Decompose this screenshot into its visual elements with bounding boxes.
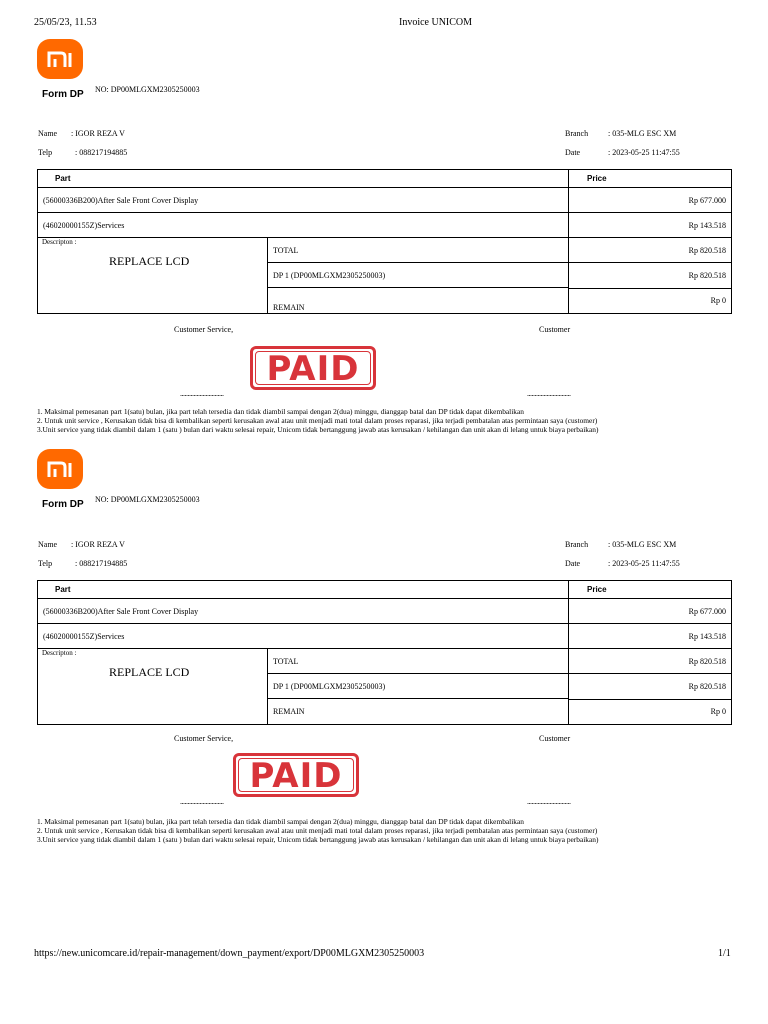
- form-number: NO: DP00MLGXM2305250003: [95, 85, 200, 94]
- xiaomi-logo: [37, 39, 83, 79]
- remain-label: REMAIN: [273, 303, 305, 312]
- description-value: REPLACE LCD: [109, 254, 190, 268]
- date-label: Date: [565, 559, 581, 568]
- paid-stamp-text: PAID: [249, 756, 343, 796]
- form-label: Form DP: [42, 499, 84, 510]
- total-label: TOTAL: [268, 649, 568, 674]
- description-label: Descripton :: [42, 238, 77, 246]
- note-item: 2. Untuk unit service , Kerusakan tidak bisa di kembalikan seperti kerusakan awal atau unit menjadi mati total dalam proses reparasi, jika terjadi pembatalan atas permintaan saya (customer): [37, 826, 598, 835]
- telp-value: : 088217194885: [75, 148, 128, 157]
- cs-signature-line: .............................: [180, 797, 224, 806]
- price-cell: Rp 677.000: [569, 188, 732, 213]
- part-cell: (46020000155Z)Services: [38, 213, 569, 238]
- col-price-header: Price: [569, 170, 732, 188]
- note-item: 1. Maksimal pemesanan part 1(satu) bulan, jika part telah tersedia dan tidak diambil sampai dengan 2(dua) minggu, dianggap batal dan DP tidak dapat dikembalikan: [37, 817, 524, 826]
- xiaomi-logo: [37, 449, 83, 489]
- customer-label: Customer: [539, 734, 571, 743]
- name-label: Name: [38, 540, 58, 549]
- print-datetime: 25/05/23, 11.53: [34, 17, 97, 28]
- price-cell: Rp 143.518: [569, 624, 732, 649]
- form-number: NO: DP00MLGXM2305250003: [95, 495, 200, 504]
- dp-label: DP 1 (DP00MLGXM2305250003): [268, 263, 568, 288]
- total-value: Rp 820.518: [569, 238, 732, 263]
- price-cell: Rp 677.000: [569, 599, 732, 624]
- cs-label: Customer Service,: [174, 325, 234, 334]
- note-item: 3.Unit service yang tidak diambil dalam 1 (satu ) bulan dari waktu selesai repair, Unicom tidak bertanggung jawab atas kerusakan / kehilangan dan unit akan di lelang untuk biaya perbaikan): [37, 835, 599, 844]
- dp-label: DP 1 (DP00MLGXM2305250003): [268, 674, 568, 699]
- mi-logo-icon: [47, 460, 73, 478]
- description-label: Descripton :: [42, 649, 77, 657]
- telp-label: Telp: [38, 148, 53, 157]
- customer-label: Customer: [539, 325, 571, 334]
- price-cell: Rp 143.518: [569, 213, 732, 238]
- remain-label: REMAIN: [273, 707, 305, 716]
- customer-signature-line: .............................: [527, 797, 571, 806]
- description-cell: [38, 238, 569, 314]
- name-value: : IGOR REZA V: [71, 129, 125, 138]
- print-page-number: 1/1: [718, 948, 731, 959]
- branch-label: Branch: [565, 129, 589, 138]
- parts-table: [37, 169, 732, 314]
- invoice-copy-1: [0, 0, 768, 434]
- parts-table: [37, 580, 732, 725]
- date-value: : 2023-05-25 11:47:55: [608, 148, 680, 157]
- table-header-row: [38, 581, 732, 599]
- paid-stamp-text: PAID: [266, 349, 360, 389]
- telp-label: Telp: [38, 559, 53, 568]
- date-value: : 2023-05-25 11:47:55: [608, 559, 680, 568]
- print-title: Invoice UNICOM: [399, 17, 473, 28]
- part-cell: (46020000155Z)Services: [38, 624, 569, 649]
- total-label: TOTAL: [268, 238, 568, 263]
- remain-value: Rp 0: [569, 288, 732, 313]
- table-row: [38, 213, 732, 238]
- telp-value: : 088217194885: [75, 559, 128, 568]
- part-cell: (56000336B200)After Sale Front Cover Display: [38, 599, 569, 624]
- total-value: Rp 820.518: [569, 649, 732, 674]
- terms-notes: [37, 817, 598, 844]
- table-header-row: [38, 170, 732, 188]
- description-cell: [38, 649, 569, 725]
- customer-signature-line: .............................: [527, 389, 571, 398]
- paid-stamp: [233, 753, 359, 797]
- dp-value: Rp 820.518: [569, 674, 732, 699]
- col-part-header: Part: [38, 581, 569, 599]
- table-row: [38, 188, 732, 213]
- paid-stamp: [250, 346, 376, 390]
- print-url: https://new.unicomcare.id/repair-management/down_payment/export/DP00MLGXM2305250003: [34, 948, 425, 959]
- description-value: REPLACE LCD: [109, 665, 190, 679]
- name-label: Name: [38, 129, 58, 138]
- branch-label: Branch: [565, 540, 589, 549]
- remain-value: Rp 0: [569, 699, 732, 724]
- table-row: [38, 599, 732, 624]
- form-label: Form DP: [42, 89, 84, 100]
- branch-value: : 035-MLG ESC XM: [608, 540, 677, 549]
- dp-value: Rp 820.518: [569, 263, 732, 288]
- branch-value: : 035-MLG ESC XM: [608, 129, 677, 138]
- cs-signature-line: .............................: [180, 389, 224, 398]
- date-label: Date: [565, 148, 581, 157]
- note-item: 2. Untuk unit service , Kerusakan tidak bisa di kembalikan seperti kerusakan awal atau unit menjadi mati total dalam proses reparasi, jika terjadi pembatalan atas permintaan saya (customer): [37, 416, 598, 425]
- mi-logo-icon: [47, 50, 73, 68]
- cs-label: Customer Service,: [174, 734, 234, 743]
- col-part-header: Part: [38, 170, 569, 188]
- note-item: 3.Unit service yang tidak diambil dalam 1 (satu ) bulan dari waktu selesai repair, Unicom tidak bertanggung jawab atas kerusakan / kehilangan dan unit akan di lelang untuk biaya perbaikan): [37, 425, 599, 434]
- table-row: [38, 624, 732, 649]
- col-price-header: Price: [569, 581, 732, 599]
- note-item: 1. Maksimal pemesanan part 1(satu) bulan, jika part telah tersedia dan tidak diambil sampai dengan 2(dua) minggu, dianggap batal dan DP tidak dapat dikembalikan: [37, 407, 524, 416]
- name-value: : IGOR REZA V: [71, 540, 125, 549]
- invoice-copy-2: [0, 410, 768, 844]
- part-cell: (56000336B200)After Sale Front Cover Display: [38, 188, 569, 213]
